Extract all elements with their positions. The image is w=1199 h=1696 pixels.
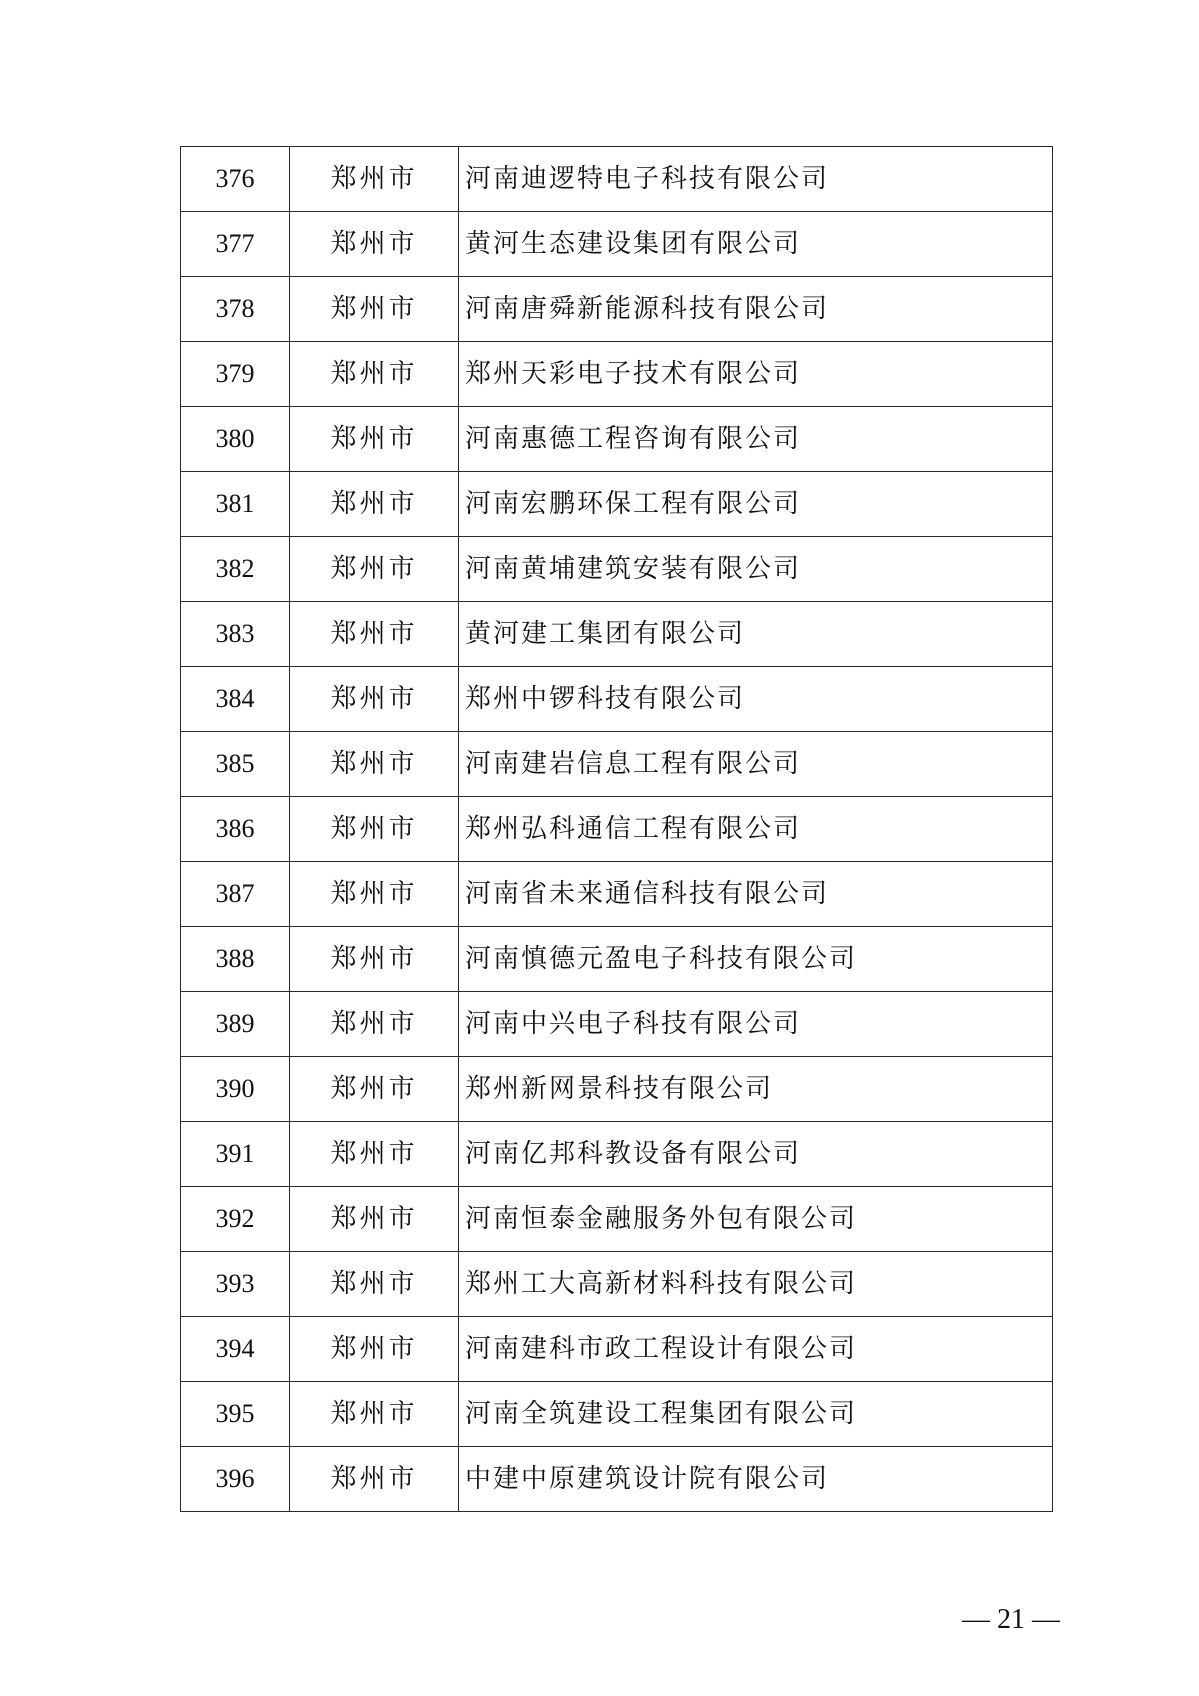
table-row: [181, 862, 1053, 927]
city-cell: 郑州市: [290, 992, 459, 1057]
row-number-cell: 390: [181, 1057, 290, 1122]
city-cell: 郑州市: [290, 797, 459, 862]
row-number-cell: 387: [181, 862, 290, 927]
row-number-cell: 377: [181, 212, 290, 277]
row-number-cell: 389: [181, 992, 290, 1057]
city-cell: 郑州市: [290, 1447, 459, 1512]
table-row: [181, 147, 1053, 212]
table-row: [181, 407, 1053, 472]
company-name-cell: 郑州工大高新材料科技有限公司: [459, 1252, 1053, 1317]
table-row: [181, 1122, 1053, 1187]
table-row: [181, 797, 1053, 862]
company-name-cell: 河南唐舜新能源科技有限公司: [459, 277, 1053, 342]
company-name-cell: 郑州新网景科技有限公司: [459, 1057, 1053, 1122]
company-name-cell: 河南宏鹏环保工程有限公司: [459, 472, 1053, 537]
company-name-cell: 河南惠德工程咨询有限公司: [459, 407, 1053, 472]
company-name-cell: 河南黄埔建筑安装有限公司: [459, 537, 1053, 602]
city-cell: 郑州市: [290, 667, 459, 732]
table-row: [181, 1317, 1053, 1382]
table-row: [181, 1447, 1053, 1512]
table-row: [181, 992, 1053, 1057]
city-cell: 郑州市: [290, 472, 459, 537]
row-number-cell: 376: [181, 147, 290, 212]
city-cell: 郑州市: [290, 1187, 459, 1252]
row-number-cell: 391: [181, 1122, 290, 1187]
row-number-cell: 381: [181, 472, 290, 537]
company-name-cell: 郑州中锣科技有限公司: [459, 667, 1053, 732]
city-cell: 郑州市: [290, 732, 459, 797]
company-name-cell: 河南建岩信息工程有限公司: [459, 732, 1053, 797]
row-number-cell: 396: [181, 1447, 290, 1512]
table-row: [181, 472, 1053, 537]
table-row: [181, 732, 1053, 797]
city-cell: 郑州市: [290, 212, 459, 277]
company-name-cell: 河南中兴电子科技有限公司: [459, 992, 1053, 1057]
row-number-cell: 386: [181, 797, 290, 862]
row-number-cell: 392: [181, 1187, 290, 1252]
company-list-table: [180, 146, 1053, 1512]
row-number-cell: 385: [181, 732, 290, 797]
company-name-cell: 河南恒泰金融服务外包有限公司: [459, 1187, 1053, 1252]
company-name-cell: 中建中原建筑设计院有限公司: [459, 1447, 1053, 1512]
table-row: [181, 277, 1053, 342]
company-name-cell: 黄河生态建设集团有限公司: [459, 212, 1053, 277]
city-cell: 郑州市: [290, 1057, 459, 1122]
row-number-cell: 383: [181, 602, 290, 667]
city-cell: 郑州市: [290, 1122, 459, 1187]
table-row: [181, 1057, 1053, 1122]
city-cell: 郑州市: [290, 342, 459, 407]
row-number-cell: 379: [181, 342, 290, 407]
table-row: [181, 537, 1053, 602]
company-name-cell: 河南亿邦科教设备有限公司: [459, 1122, 1053, 1187]
row-number-cell: 378: [181, 277, 290, 342]
row-number-cell: 380: [181, 407, 290, 472]
table-row: [181, 1187, 1053, 1252]
table-row: [181, 212, 1053, 277]
company-name-cell: 郑州弘科通信工程有限公司: [459, 797, 1053, 862]
company-name-cell: 河南建科市政工程设计有限公司: [459, 1317, 1053, 1382]
city-cell: 郑州市: [290, 537, 459, 602]
table-row: [181, 667, 1053, 732]
row-number-cell: 393: [181, 1252, 290, 1317]
company-name-cell: 河南慎德元盈电子科技有限公司: [459, 927, 1053, 992]
table-row: [181, 342, 1053, 407]
city-cell: 郑州市: [290, 277, 459, 342]
city-cell: 郑州市: [290, 602, 459, 667]
city-cell: 郑州市: [290, 1252, 459, 1317]
company-name-cell: 黄河建工集团有限公司: [459, 602, 1053, 667]
row-number-cell: 388: [181, 927, 290, 992]
city-cell: 郑州市: [290, 147, 459, 212]
city-cell: 郑州市: [290, 407, 459, 472]
row-number-cell: 394: [181, 1317, 290, 1382]
table-row: [181, 1382, 1053, 1447]
company-name-cell: 河南省未来通信科技有限公司: [459, 862, 1053, 927]
row-number-cell: 382: [181, 537, 290, 602]
table-row: [181, 1252, 1053, 1317]
table-row: [181, 602, 1053, 667]
table-row: [181, 927, 1053, 992]
city-cell: 郑州市: [290, 1382, 459, 1447]
city-cell: 郑州市: [290, 1317, 459, 1382]
company-name-cell: 郑州天彩电子技术有限公司: [459, 342, 1053, 407]
company-name-cell: 河南迪逻特电子科技有限公司: [459, 147, 1053, 212]
city-cell: 郑州市: [290, 927, 459, 992]
table-body: [181, 147, 1053, 1512]
page-number: — 21 —: [962, 1604, 1060, 1635]
row-number-cell: 395: [181, 1382, 290, 1447]
row-number-cell: 384: [181, 667, 290, 732]
company-name-cell: 河南全筑建设工程集团有限公司: [459, 1382, 1053, 1447]
city-cell: 郑州市: [290, 862, 459, 927]
